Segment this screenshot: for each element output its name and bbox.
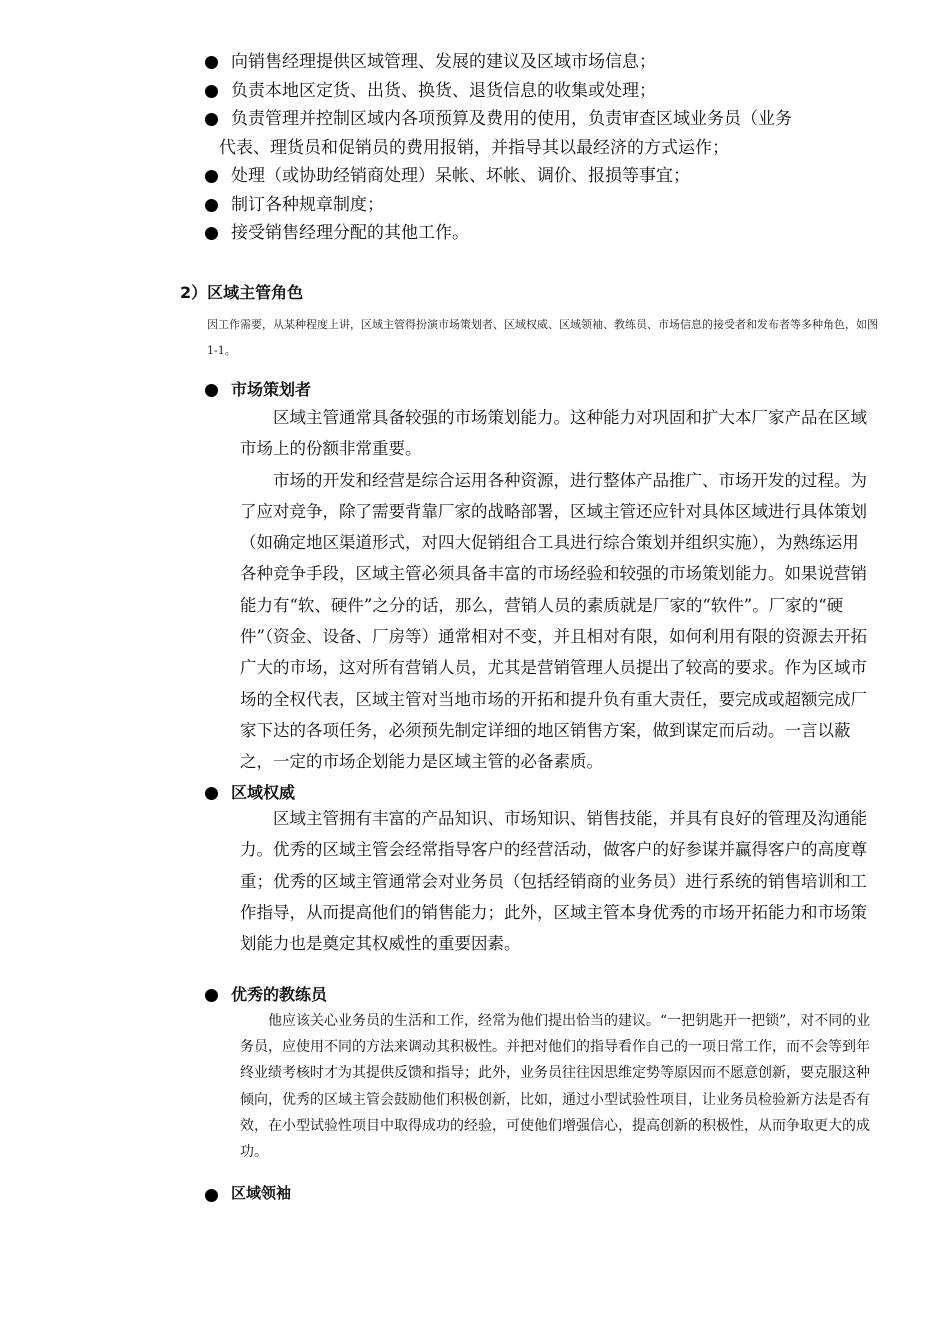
bullet-item — [203, 48, 883, 77]
role-title: 优秀的教练员 — [231, 985, 328, 1004]
bullet-text: 制订各种规章制度； — [231, 194, 384, 215]
bullet-item — [203, 77, 883, 106]
role-body-coach — [240, 1008, 878, 1165]
section-heading: 2）区域主管角色 — [180, 283, 304, 302]
bullet-dot-icon — [205, 56, 218, 69]
paragraph: 区域主管拥有丰富的产品知识、市场知识、销售技能，并具有良好的管理及沟通能力。优秀的区域主管会经常指导客户的经营活动，做客户的好参谋并赢得客户的高度尊重；优秀的区域主管通常会对业务员（包括经销商的业务员）进行系统的销售培训和工作指导，从而提高他们的销售能力；此外，区域主管本身优秀的市场开拓能力和市场策划能力也是奠定其权威性的重要因素。 — [240, 809, 867, 954]
paragraph: 他应该关心业务员的生活和工作，经常为他们提出恰当的建议。“一把钥匙开一把锁”，对不同的业务员，应使用不同的方法来调动其积极性。并把对他们的指导看作自己的一项日常工作，而不会等到年终业绩考核时才为其提供反馈和指导；此外，业务员往往因思维定势等原因而不愿意创新，要克服这种倾向，优秀的区域主管会鼓励他们积极创新，比如，通过小型试验性项目，让业务员检验新方法是否有效，在小型试验性项目中取得成功的经验，可使他们增强信心，提高创新的积极性，从而争取更大的成功。 — [240, 1013, 871, 1161]
role-body-regional-authority — [240, 803, 873, 959]
paragraph: 市场的开发和经营是综合运用各种资源，进行整体产品推广、市场开发的过程。为了应对竞争，除了需要背靠厂家的战略部署，区域主管还应针对具体区域进行具体策划（如确定地区渠道形式，对四大促销组合工具进行综合策划并组织实施），为熟练运用各种竞争手段，区域主管必须具备丰富的市场经验和较强的市场策划能力。如果说营销能力有“软、硬件”之分的话，那么，营销人员的素质就是厂家的“软件”。厂家的“硬件”（资金、设备、厂房等）通常相对不变，并且相对有限，如何利用有限的资源去开拓广大的市场，这对所有营销人员，尤其是营销管理人员提出了较高的要求。作为区域市场的全权代表，区域主管对当地市场的开拓和提升负有重大责任，要完成或超额完成厂家下达的各项任务，必须预先制定详细的地区销售方案，做到谋定而后动。一言以蔽之，一定的市场企划能力是区域主管的必备素质。 — [240, 470, 868, 772]
bullet-item — [203, 105, 883, 162]
role-title: 市场策划者 — [231, 380, 312, 399]
bullet-item — [203, 162, 883, 191]
bullet-dot-icon — [205, 170, 218, 183]
bullet-dot-icon — [205, 1189, 218, 1202]
bullet-dot-icon — [205, 989, 218, 1002]
bullet-text: 负责本地区定货、出货、换货、退货信息的收集或处理； — [231, 80, 656, 101]
bullet-dot-icon — [205, 227, 218, 240]
bullet-dot-icon — [205, 787, 218, 800]
role-body-market-planner — [240, 402, 873, 778]
role-title: 区域领袖 — [231, 1184, 292, 1202]
role-title: 区域权威 — [231, 783, 296, 802]
bullet-text: 负责管理并控制区域内各项预算及费用的使用，负责审查区域业务员（业务 — [231, 109, 792, 129]
bullet-text: 处理（或协助经销商处理）呆帐、坏帐、调价、报损等事宜； — [231, 166, 690, 186]
bullet-item — [203, 219, 883, 248]
paragraph: 区域主管通常具备较强的市场策划能力。这种能力对巩固和扩大本厂家产品在区域市场上的份额非常重要。 — [240, 408, 867, 459]
bullet-dot-icon — [205, 85, 218, 98]
bullet-continuation: 代表、理货员和促销员的费用报销，并指导其以最经济的方式运作； — [219, 137, 729, 158]
bullet-item — [203, 191, 883, 220]
bullet-dot-icon — [205, 113, 218, 126]
bullet-text: 向销售经理提供区域管理、发展的建议及区域市场信息； — [231, 52, 656, 72]
bullet-text: 接受销售经理分配的其他工作。 — [231, 223, 469, 243]
duty-bullet-list — [203, 48, 883, 248]
bullet-dot-icon — [205, 199, 218, 212]
section-intro: 因工作需要，从某种程度上讲，区域主管得扮演市场策划者、区域权威、区域领袖、教练员、市场信息的接受者和发布者等多种角色，如图 1-1。 — [207, 318, 878, 357]
bullet-dot-icon — [205, 384, 218, 397]
